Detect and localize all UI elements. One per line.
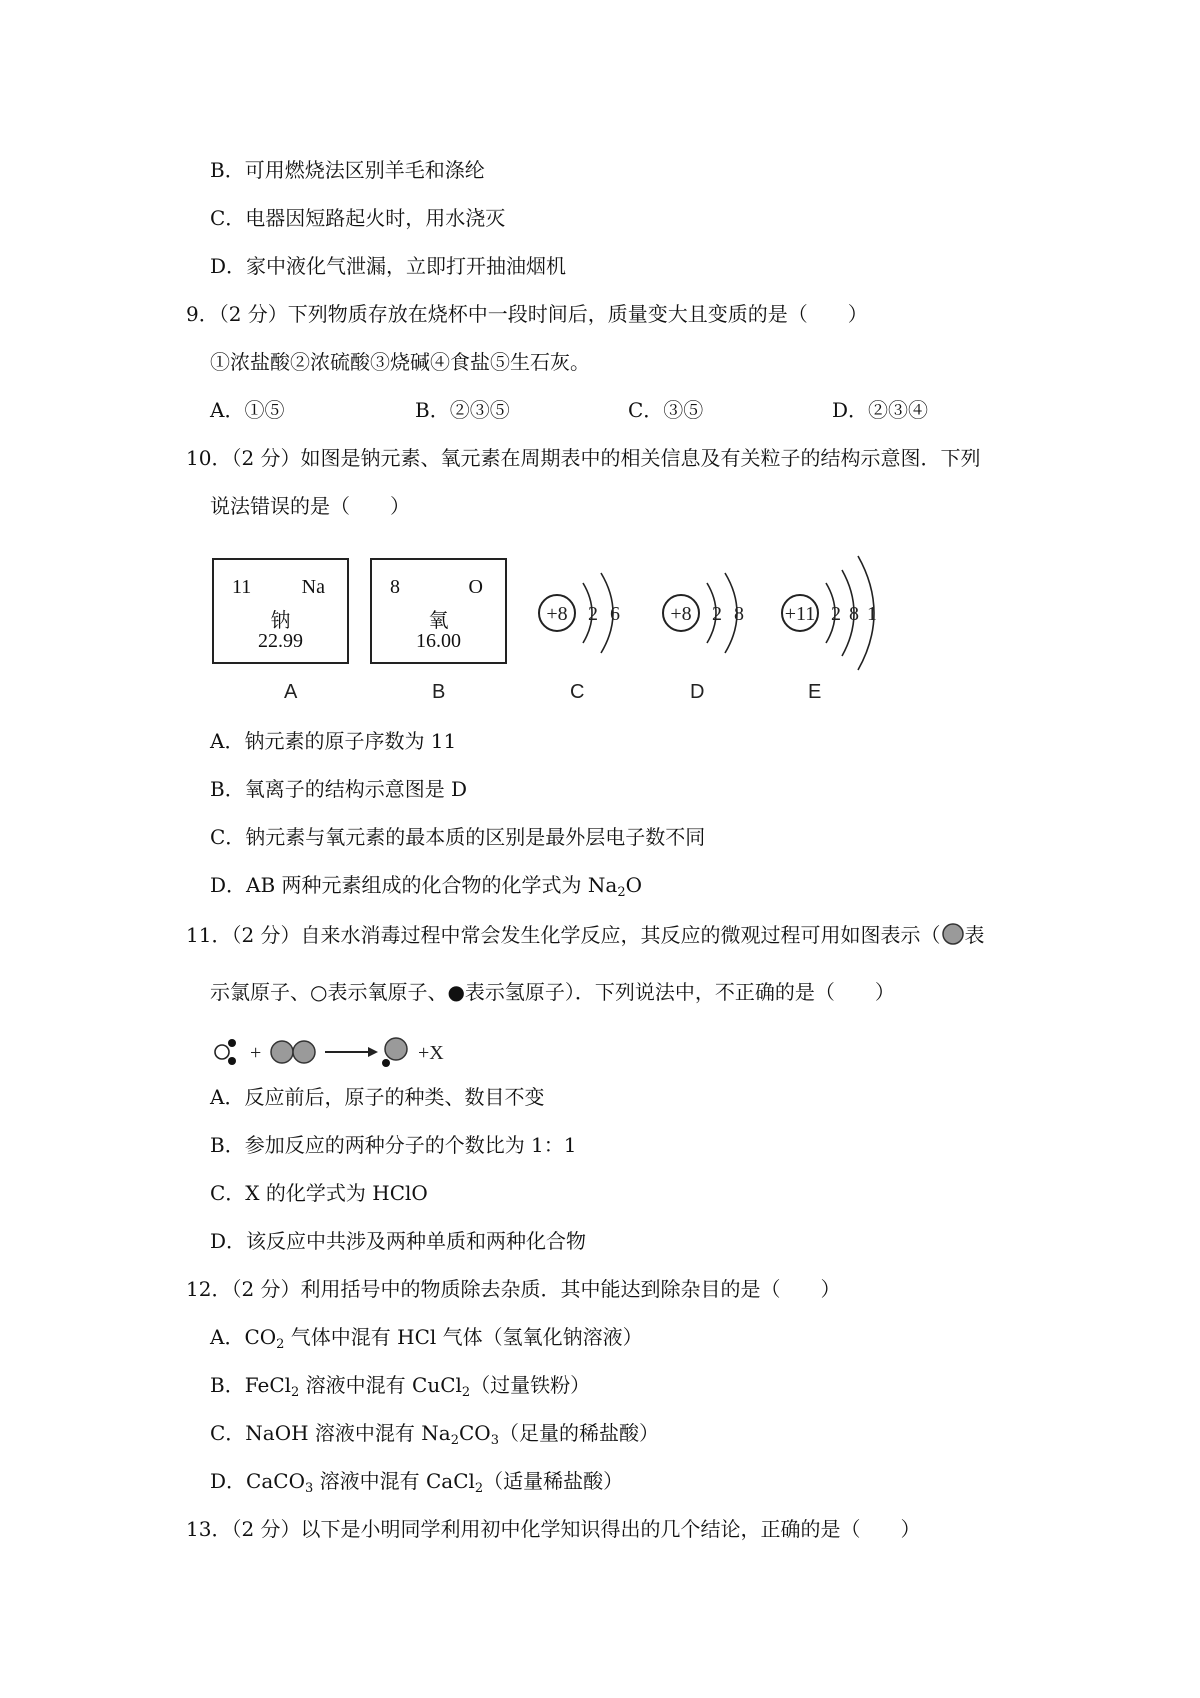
q12-option-a — [210, 1325, 643, 1352]
text: C．NaOH 溶液中混有 Na — [210, 1421, 451, 1445]
text: （适量稀盐酸） — [483, 1469, 624, 1493]
subscript: 3 — [304, 1481, 314, 1496]
hcl-molecule-icon — [382, 1038, 407, 1067]
text: 溶液中混有 CuCl — [299, 1373, 462, 1397]
molecular-reaction-figure — [210, 1032, 470, 1072]
text: A．CO — [210, 1325, 277, 1349]
q9-option-b: B．②③⑤ — [415, 398, 510, 422]
q9-options — [210, 398, 1010, 422]
shell-electrons: 8 — [849, 603, 859, 625]
element-symbol: Na — [301, 576, 325, 598]
atomic-number: 11 — [232, 576, 252, 598]
atom-structure-e — [778, 548, 898, 678]
q11-option-c: C．X 的化学式为 HClO — [210, 1181, 428, 1205]
q11-option-d: D．该反应中共涉及两种单质和两种化合物 — [210, 1229, 587, 1253]
text: 溶液中混有 CaCl — [313, 1469, 475, 1493]
q10-stem-line1: 10．（2 分）如图是钠元素、氧元素在周期表中的相关信息及有关粒子的结构示意图．下列 — [186, 446, 981, 470]
q8-option-c: C．电器因短路起火时，用水浇灭 — [210, 206, 506, 230]
figure-label-b: B — [432, 681, 446, 703]
atomic-mass: 16.00 — [416, 630, 461, 652]
text: （足量的稀盐酸） — [498, 1421, 659, 1445]
q10-option-c: C．钠元素与氧元素的最本质的区别是最外层电子数不同 — [210, 825, 706, 849]
element-name: 钠 — [270, 608, 291, 632]
q13-stem: 13．（2 分）以下是小明同学利用初中化学知识得出的几个结论，正确的是（ ） — [186, 1517, 921, 1541]
subscript: 3 — [490, 1433, 499, 1448]
q9-option-d: D．②③④ — [832, 398, 929, 422]
text: D．AB 两种元素组成的化合物的化学式为 Na — [210, 873, 618, 897]
q11-option-a: A．反应前后，原子的种类、数目不变 — [210, 1085, 545, 1109]
shell-electrons: 6 — [610, 603, 620, 625]
nucleus-charge: +11 — [784, 603, 816, 625]
shell-electrons: 2 — [712, 603, 722, 625]
q10-option-a: A．钠元素的原子序数为 11 — [210, 729, 457, 753]
q9-stem: 9．（2 分）下列物质存放在烧杯中一段时间后，质量变大且变质的是（ ） — [186, 302, 868, 326]
text: 表 — [964, 923, 985, 947]
chlorine-molecule-icon — [271, 1041, 315, 1063]
text: O — [625, 873, 643, 897]
q11-stem-line1 — [186, 922, 985, 947]
q11-option-b: B．参加反应的两种分子的个数比为 1：1 — [210, 1133, 577, 1157]
q10-stem-line2: 说法错误的是（ ） — [210, 494, 410, 518]
q9-items: ①浓盐酸②浓硫酸③烧碱④食盐⑤生石灰。 — [210, 350, 590, 374]
figure-label-a: A — [284, 681, 298, 703]
figure-label-c: C — [570, 681, 585, 703]
subscript: 2 — [474, 1481, 484, 1496]
chlorine-atom-icon — [941, 922, 965, 946]
q11-stem-line2: 示氯原子、○表示氧原子、●表示氢原子）．下列说法中，不正确的是（ ） — [210, 980, 895, 1004]
subscript: 2 — [617, 885, 626, 900]
text: B．FeCl — [210, 1373, 292, 1397]
atom-structure-d — [659, 565, 769, 665]
atom-structure-c — [535, 565, 645, 665]
figure-label-e: E — [808, 681, 822, 703]
figure-label-d: D — [690, 681, 705, 703]
nucleus-charge: +8 — [546, 603, 568, 625]
subscript: 2 — [276, 1337, 285, 1352]
text: CO — [458, 1421, 491, 1445]
shell-electrons: 2 — [831, 603, 841, 625]
q8-option-d: D．家中液化气泄漏，立即打开抽油烟机 — [210, 254, 567, 278]
q12-option-b — [210, 1373, 591, 1400]
q12-stem: 12．（2 分）利用括号中的物质除去杂质．其中能达到除杂目的是（ ） — [186, 1277, 841, 1301]
q9-option-a: A．①⑤ — [210, 398, 285, 422]
water-molecule-icon — [215, 1039, 236, 1065]
q10-option-b: B．氧离子的结构示意图是 D — [210, 777, 468, 801]
nucleus-charge: +8 — [670, 603, 692, 625]
reaction-arrow-icon — [325, 1047, 378, 1057]
shell-electrons: 1 — [867, 603, 877, 625]
shell-electrons: 2 — [588, 603, 598, 625]
q12-option-c — [210, 1421, 659, 1448]
q9-option-c: C．③⑤ — [628, 398, 704, 422]
element-symbol: O — [468, 576, 483, 598]
atomic-number: 8 — [390, 576, 400, 598]
element-card-oxygen — [370, 558, 507, 664]
product-x: +X — [418, 1042, 444, 1064]
element-card-sodium — [212, 558, 349, 664]
subscript: 2 — [450, 1433, 459, 1448]
subscript: 2 — [461, 1385, 471, 1400]
text: （过量铁粉） — [470, 1373, 591, 1397]
text: 气体中混有 HCl 气体（氢氧化钠溶液） — [284, 1325, 643, 1349]
element-name: 氧 — [428, 608, 449, 632]
plus-sign: + — [250, 1042, 262, 1064]
text: 11．（2 分）自来水消毒过程中常会发生化学反应，其反应的微观过程可用如图表示（ — [186, 923, 941, 947]
shell-electrons: 8 — [734, 603, 744, 625]
q10-option-d — [210, 873, 643, 900]
q8-option-b: B．可用燃烧法区别羊毛和涤纶 — [210, 158, 485, 182]
q12-option-d — [210, 1469, 624, 1496]
atomic-mass: 22.99 — [258, 630, 303, 652]
subscript: 2 — [291, 1385, 300, 1400]
text: D．CaCO — [210, 1469, 305, 1493]
